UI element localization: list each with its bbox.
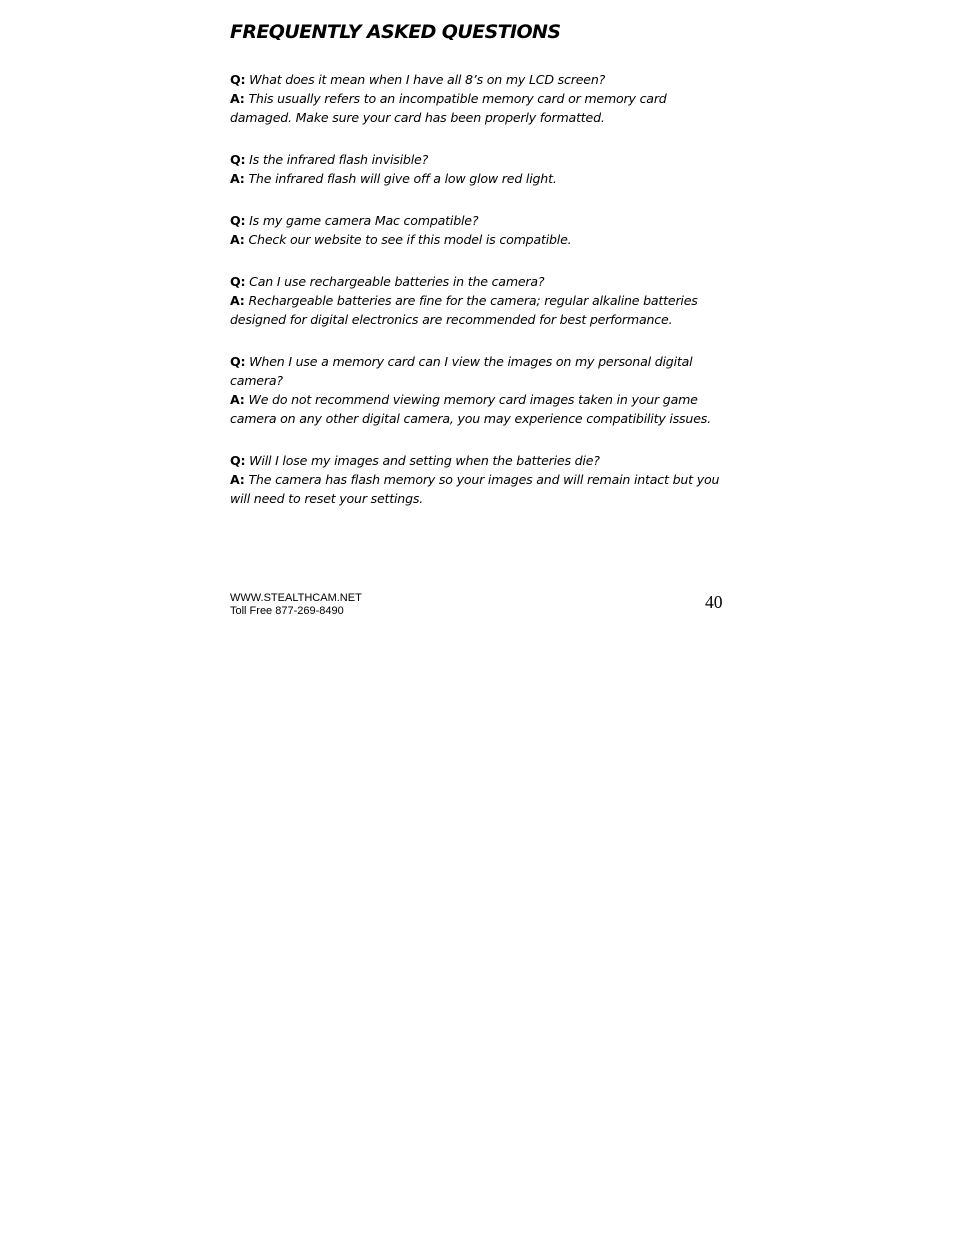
answer-label: A: xyxy=(230,392,245,407)
answer-label: A: xyxy=(230,91,245,106)
footer-website: WWW.STEALTHCAM.NET xyxy=(230,592,362,604)
footer-phone: Toll Free 877-269-8490 xyxy=(230,604,344,617)
faq-item xyxy=(230,150,730,188)
faq-answer xyxy=(230,390,730,428)
answer-label: A: xyxy=(230,232,245,247)
heading-container xyxy=(230,20,650,40)
faq-question xyxy=(230,70,730,89)
faq-question xyxy=(230,150,730,169)
faq-item xyxy=(230,211,730,249)
question-label: Q: xyxy=(230,354,246,369)
faq-item xyxy=(230,272,730,329)
footer-contact xyxy=(230,592,362,617)
question-text: Can I use rechargeable batteries in the camera? xyxy=(249,274,545,289)
question-label: Q: xyxy=(230,152,246,167)
question-label: Q: xyxy=(230,72,246,87)
faq-item xyxy=(230,451,730,508)
faq-answer xyxy=(230,470,730,508)
question-text: Is the infrared flash invisible? xyxy=(249,152,429,167)
faq-list xyxy=(230,70,730,531)
question-label: Q: xyxy=(230,274,246,289)
answer-label: A: xyxy=(230,171,245,186)
question-text: Will I lose my images and setting when the batteries die? xyxy=(249,453,600,468)
answer-text: The infrared flash will give off a low glow red light. xyxy=(248,171,557,186)
faq-question xyxy=(230,272,730,291)
question-text: Is my game camera Mac compatible? xyxy=(249,213,479,228)
answer-text: Check our website to see if this model is compatible. xyxy=(248,232,572,247)
faq-question xyxy=(230,352,730,390)
answer-text: This usually refers to an incompatible memory card or memory card damaged. Make sure your card has been properly formatted. xyxy=(230,91,667,125)
faq-item xyxy=(230,352,730,428)
faq-question xyxy=(230,211,730,230)
faq-answer xyxy=(230,230,730,249)
answer-text: The camera has flash memory so your images and will remain intact but you will need to reset your settings. xyxy=(230,472,720,506)
faq-answer xyxy=(230,89,730,127)
faq-answer xyxy=(230,291,730,329)
answer-text: We do not recommend viewing memory card images taken in your game camera on any other digital camera, you may experience compatibility issues. xyxy=(230,392,711,426)
question-text: When I use a memory card can I view the images on my personal digital camera? xyxy=(230,354,693,388)
question-label: Q: xyxy=(230,453,246,468)
faq-item xyxy=(230,70,730,127)
question-label: Q: xyxy=(230,213,246,228)
answer-label: A: xyxy=(230,293,245,308)
answer-label: A: xyxy=(230,472,245,487)
answer-text: Rechargeable batteries are fine for the camera; regular alkaline batteries designed for digital electronics are recommended for best performance. xyxy=(230,293,698,327)
faq-question xyxy=(230,451,730,470)
faq-answer xyxy=(230,169,730,188)
page-title: FREQUENTLY ASKED QUESTIONS xyxy=(230,21,561,40)
page-number: 40 xyxy=(705,592,723,612)
question-text: What does it mean when I have all 8’s on my LCD screen? xyxy=(249,72,606,87)
